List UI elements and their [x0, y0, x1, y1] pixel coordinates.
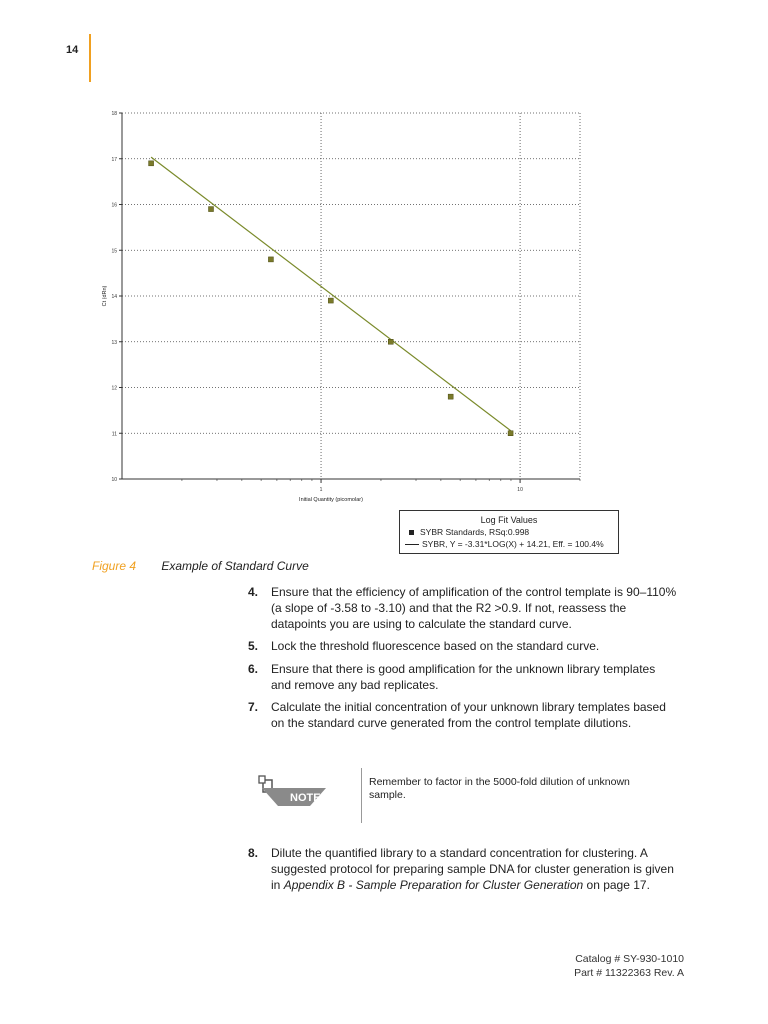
step-text: Ensure that there is good amplification for the unknown library templates and remove any bad replicates.: [271, 662, 656, 692]
y-tick-label: 13: [111, 339, 117, 346]
note-text: Remember to factor in the 5000-fold dilution of unknown sample.: [369, 776, 630, 801]
step-number: 8.: [248, 846, 259, 860]
y-tick-label: 11: [111, 431, 117, 438]
y-tick-label: 17: [111, 156, 117, 163]
legend-square-marker-icon: [409, 530, 414, 535]
step-item: [248, 699, 678, 731]
step-item: [248, 584, 678, 632]
legend-title: Log Fit Values: [480, 515, 538, 525]
legend-entry-label: SYBR Standards, RSq:0.998: [420, 527, 530, 537]
figure-label: Figure 4: [92, 559, 137, 573]
y-tick-label: 12: [111, 385, 117, 392]
standard-curve-chart: [100, 105, 600, 510]
page-number: 14: [66, 44, 79, 56]
appendix-reference: Appendix B - Sample Preparation for Cluster Generation: [283, 878, 584, 892]
data-point: [209, 207, 214, 212]
step-text: [271, 845, 678, 893]
data-point: [268, 257, 273, 262]
x-tick-label: 1: [319, 487, 323, 493]
y-tick-label: 15: [111, 248, 117, 255]
chart-grid: [122, 113, 580, 479]
step-text-part: Dilute the quantified library to a standard concentration for clustering. A suggested protocol for preparing sample DNA for cluster generation is given in: [271, 846, 674, 892]
step-text: Ensure that the efficiency of amplification of the control template is 90–110% (a slope of -3.58 to -3.10) and that the R2 >0.9. If not, reassess the datapoints you are using to calculate the standard curve.: [271, 585, 677, 631]
data-point: [508, 431, 513, 436]
note-icon: [256, 774, 336, 810]
step-number: 7.: [248, 700, 259, 714]
chart-fit-line-layer: [151, 157, 511, 431]
step-item: [248, 638, 678, 654]
y-tick-label: 18: [111, 111, 117, 117]
figure-caption-text: Example of Standard Curve: [161, 559, 309, 573]
chart-labels-layer: [102, 111, 523, 503]
x-tick-label: 10: [517, 487, 523, 493]
catalog-number: Catalog # SY-930-1010: [575, 953, 684, 965]
data-point: [448, 394, 453, 399]
step-text-part: on page 17.: [583, 878, 650, 892]
page-footer: [574, 952, 684, 980]
step-number: 5.: [248, 639, 259, 653]
page-accent-rule: [89, 34, 91, 82]
legend-line-marker-icon: [405, 544, 419, 545]
figure-caption: [92, 559, 309, 573]
legend-entry-label: SYBR, Y = -3.31*LOG(X) + 14.21, Eff. = 100.4%: [422, 539, 604, 549]
note-label: NOTE: [290, 792, 321, 804]
note-divider: [361, 768, 362, 823]
step-item: [248, 661, 678, 693]
step-item: [248, 845, 678, 893]
data-point: [328, 298, 333, 303]
step-text: Lock the threshold fluorescence based on the standard curve.: [271, 639, 600, 653]
fit-line: [151, 157, 511, 431]
y-axis-label: Ct (dRn): [102, 285, 108, 307]
part-number: Part # 11322363 Rev. A: [574, 967, 684, 979]
y-tick-label: 14: [111, 294, 117, 300]
data-point: [388, 339, 393, 344]
chart-axes: [119, 113, 580, 483]
legend-entry-fit: [400, 539, 618, 549]
chart-legend: [399, 510, 619, 554]
x-axis-label: Initial Quantity (picomolar): [299, 497, 363, 503]
step-text: Calculate the initial concentration of your unknown library templates based on the standard curve generated from the control template dilutions.: [271, 700, 666, 730]
step-number: 4.: [248, 585, 259, 599]
y-tick-label: 10: [111, 477, 117, 483]
data-point: [149, 161, 154, 166]
step-number: 6.: [248, 662, 259, 676]
y-tick-label: 16: [111, 202, 117, 209]
legend-entry-standards: [400, 527, 618, 537]
chart-points-layer: [149, 161, 514, 436]
